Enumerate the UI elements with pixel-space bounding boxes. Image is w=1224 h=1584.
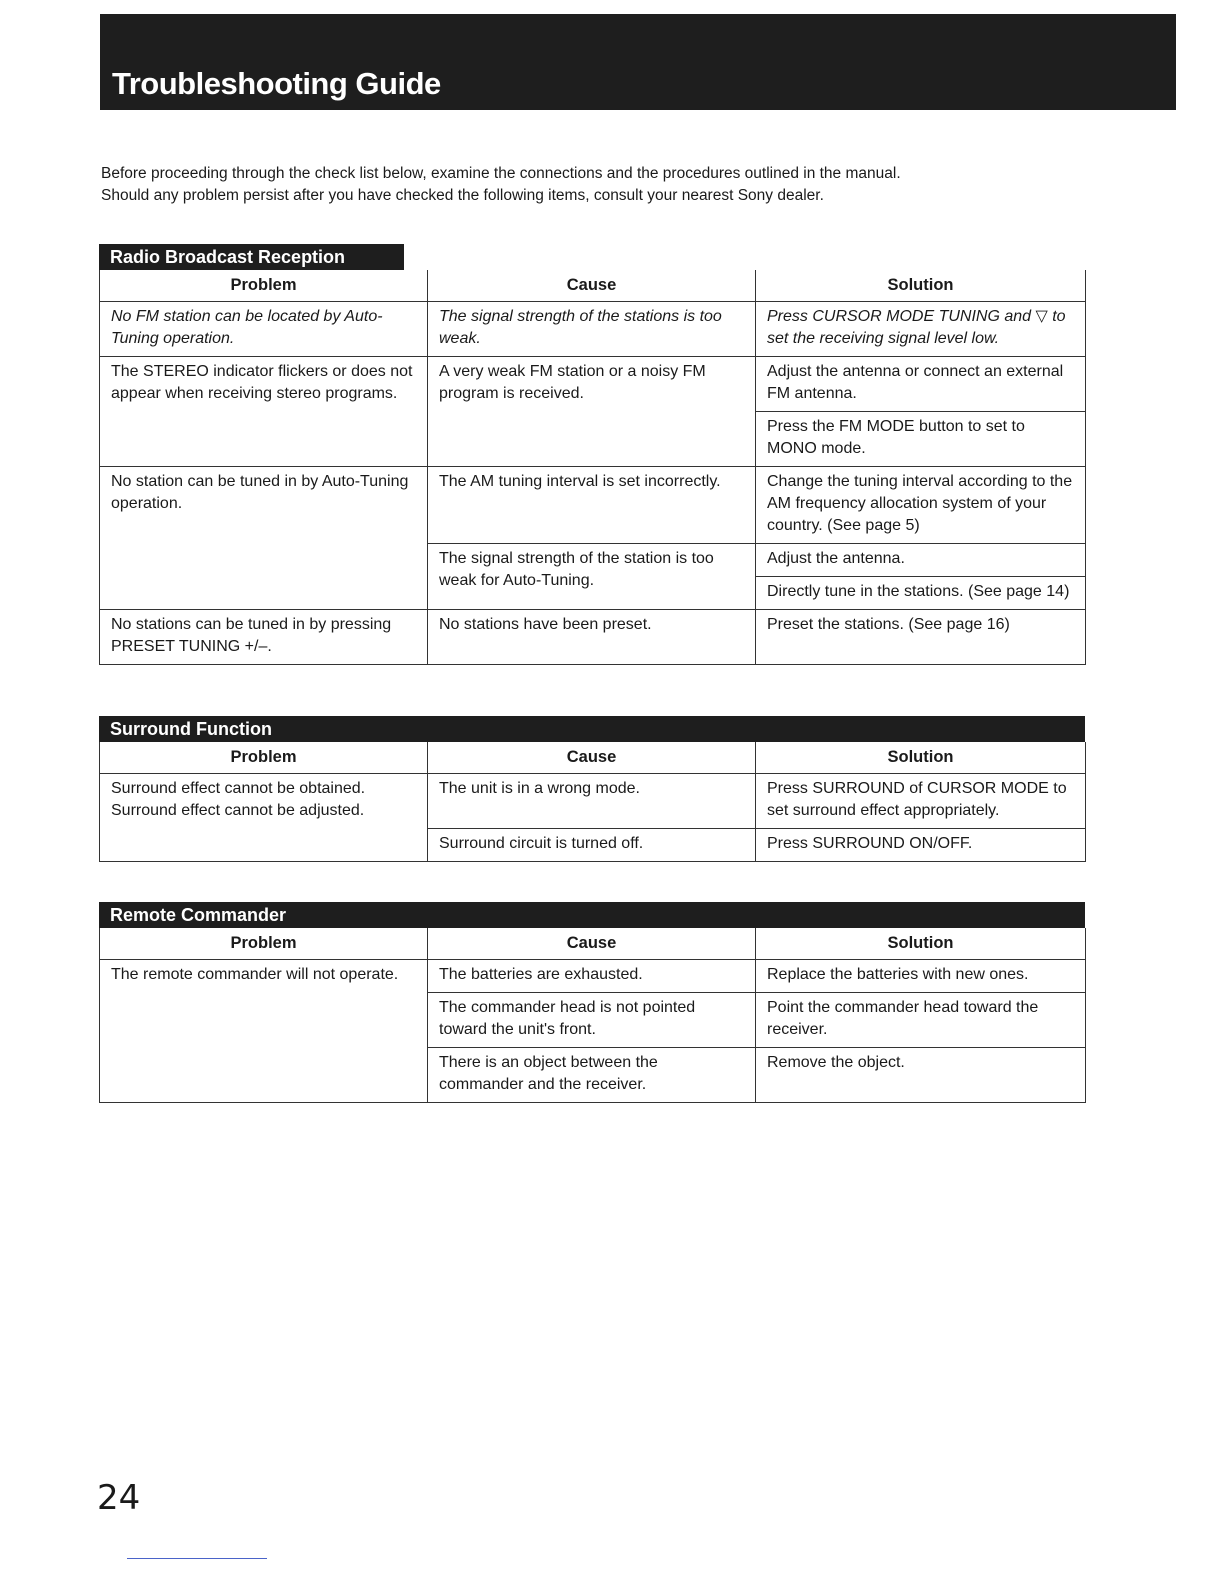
header-problem: Problem — [100, 928, 428, 960]
section-radio — [99, 244, 1085, 665]
cause-cell: The signal strength of the stations is too weak. — [428, 302, 756, 357]
cause-cell: The batteries are exhausted. — [428, 960, 756, 993]
solution-cell: Remove the object. — [756, 1048, 1086, 1103]
title-bar — [100, 14, 1176, 110]
page-number: 24 — [97, 1478, 141, 1518]
intro-text — [101, 163, 1101, 207]
problem-cell: The remote commander will not operate. — [100, 960, 428, 1103]
cause-cell: The commander head is not pointed toward the unit's front. — [428, 993, 756, 1048]
solution-cell: Press SURROUND ON/OFF. — [756, 829, 1086, 862]
section-surround — [99, 716, 1085, 862]
table-row — [100, 302, 1086, 357]
header-problem: Problem — [100, 742, 428, 774]
section-title: Remote Commander — [99, 902, 1085, 928]
solution-cell: Adjust the antenna. — [756, 544, 1086, 577]
surround-table — [99, 742, 1086, 862]
solution-cell: Replace the batteries with new ones. — [756, 960, 1086, 993]
header-cause: Cause — [428, 928, 756, 960]
table-row — [100, 774, 1086, 829]
solution-cell: Point the commander head toward the receiver. — [756, 993, 1086, 1048]
problem-cell: Surround effect cannot be obtained. Surround effect cannot be adjusted. — [100, 774, 428, 862]
header-solution: Solution — [756, 928, 1086, 960]
header-solution: Solution — [756, 270, 1086, 302]
solution-cell: Press SURROUND of CURSOR MODE to set surround effect appropriately. — [756, 774, 1086, 829]
section-title: Radio Broadcast Reception — [99, 244, 404, 270]
header-solution: Solution — [756, 742, 1086, 774]
solution-cell: Change the tuning interval according to the AM frequency allocation system of your country. (See page 5) — [756, 467, 1086, 544]
table-row — [100, 467, 1086, 544]
problem-cell: No station can be tuned in by Auto-Tuning operation. — [100, 467, 428, 610]
problem-cell: No FM station can be located by Auto-Tuning operation. — [100, 302, 428, 357]
section-title: Surround Function — [99, 716, 1085, 742]
section-remote — [99, 902, 1085, 1103]
cause-cell: The signal strength of the station is too weak for Auto-Tuning. — [428, 544, 756, 610]
cause-cell: The AM tuning interval is set incorrectly. — [428, 467, 756, 544]
problem-cell: No stations can be tuned in by pressing PRESET TUNING +/–. — [100, 610, 428, 665]
footer-divider — [127, 1558, 267, 1559]
table-row — [100, 357, 1086, 412]
remote-table — [99, 928, 1086, 1103]
cause-cell: A very weak FM station or a noisy FM program is received. — [428, 357, 756, 467]
cause-cell: No stations have been preset. — [428, 610, 756, 665]
solution-cell: Adjust the antenna or connect an external FM antenna. — [756, 357, 1086, 412]
solution-cell: Preset the stations. (See page 16) — [756, 610, 1086, 665]
table-row — [100, 960, 1086, 993]
intro-line-1: Before proceeding through the check list below, examine the connections and the procedures outlined in the manual. — [101, 165, 901, 182]
cause-cell: Surround circuit is turned off. — [428, 829, 756, 862]
intro-line-2: Should any problem persist after you have checked the following items, consult your nearest Sony dealer. — [101, 187, 824, 204]
header-problem: Problem — [100, 270, 428, 302]
solution-cell: Directly tune in the stations. (See page 14) — [756, 577, 1086, 610]
table-row — [100, 610, 1086, 665]
radio-table — [99, 270, 1086, 665]
solution-cell: Press CURSOR MODE TUNING and ▽ to set the receiving signal level low. — [756, 302, 1086, 357]
solution-cell: Press the FM MODE button to set to MONO mode. — [756, 412, 1086, 467]
problem-cell: The STEREO indicator flickers or does not appear when receiving stereo programs. — [100, 357, 428, 467]
page-title: Troubleshooting Guide — [112, 66, 441, 101]
cause-cell: There is an object between the commander and the receiver. — [428, 1048, 756, 1103]
cause-cell: The unit is in a wrong mode. — [428, 774, 756, 829]
header-cause: Cause — [428, 742, 756, 774]
header-cause: Cause — [428, 270, 756, 302]
